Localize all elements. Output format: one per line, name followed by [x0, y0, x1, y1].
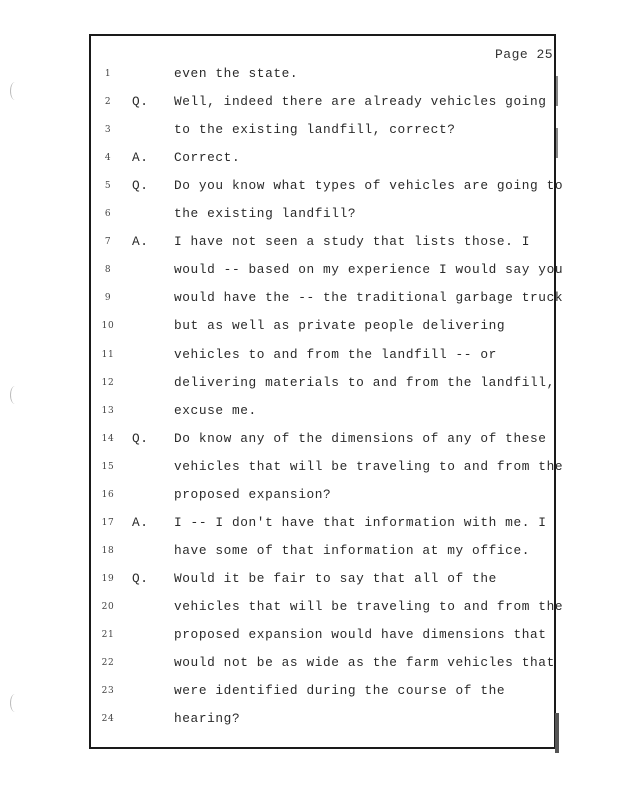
transcript-line	[0, 122, 618, 142]
line-text: Well, indeed there are already vehicles going	[174, 94, 547, 110]
line-number: 13	[101, 405, 115, 416]
line-text: but as well as private people delivering	[174, 318, 506, 334]
transcript-line	[0, 515, 618, 535]
line-text: the existing landfill?	[174, 206, 357, 222]
transcript-line	[0, 375, 618, 395]
line-text: Correct.	[174, 150, 241, 166]
line-text: Would it be fair to say that all of the	[174, 570, 497, 586]
line-number: 6	[104, 209, 112, 220]
line-number: 7	[104, 237, 112, 248]
transcript-line	[0, 711, 618, 731]
transcript-line	[0, 599, 618, 619]
line-text: delivering materials to and from the landfill,	[174, 374, 555, 390]
transcript-line	[0, 262, 618, 282]
line-text: would -- based on my experience I would say you	[174, 262, 564, 278]
line-text: vehicles that will be traveling to and from the	[174, 598, 564, 614]
line-number: 14	[101, 433, 115, 444]
line-text: hearing?	[174, 711, 241, 727]
transcript-line	[0, 206, 618, 226]
line-number: 24	[101, 714, 115, 725]
line-text: were identified during the course of the	[174, 683, 506, 699]
transcript-line	[0, 403, 618, 423]
transcript-line	[0, 431, 618, 451]
speaker-label: A.	[132, 234, 149, 250]
line-number: 18	[101, 545, 115, 556]
line-text: would not be as wide as the farm vehicles that	[174, 655, 555, 671]
line-text: I -- I don't have that information with me. I	[174, 514, 547, 530]
line-number: 21	[101, 630, 115, 640]
transcript-line	[0, 543, 618, 563]
line-number: 5	[104, 181, 112, 192]
line-number: 2	[104, 97, 112, 108]
speaker-label: A.	[132, 150, 149, 166]
line-text: I have not seen a study that lists those. I	[174, 234, 531, 250]
line-number: 4	[104, 153, 112, 164]
line-number: 19	[101, 573, 115, 584]
speaker-label: Q.	[132, 570, 149, 586]
line-text: vehicles to and from the landfill -- or	[174, 346, 497, 362]
transcript-line	[0, 234, 618, 254]
line-number: 17	[101, 517, 115, 528]
transcript-line	[0, 94, 618, 114]
transcript-line	[0, 487, 618, 507]
line-text: proposed expansion?	[174, 486, 332, 502]
line-text: Do you know what types of vehicles are going to	[174, 178, 564, 194]
line-text: vehicles that will be traveling to and from the	[174, 458, 564, 474]
line-text: even the state.	[174, 66, 299, 81]
speaker-label: Q.	[132, 430, 149, 446]
transcript-line	[0, 290, 618, 310]
transcript-line	[0, 655, 618, 675]
transcript-line	[0, 150, 618, 170]
transcript-line	[0, 318, 618, 338]
line-text: to the existing landfill, correct?	[174, 122, 456, 138]
transcript-line	[0, 178, 618, 198]
transcript-line	[0, 347, 618, 367]
page-number: Page 25	[495, 47, 554, 62]
line-number: 3	[104, 125, 112, 136]
line-text: would have the -- the traditional garbage truck	[174, 290, 564, 306]
line-number: 15	[101, 461, 115, 472]
speaker-label: Q.	[132, 94, 149, 110]
speaker-label: A.	[132, 514, 149, 530]
line-number: 11	[101, 349, 115, 360]
line-number: 9	[104, 293, 112, 304]
transcript-line	[0, 459, 618, 479]
line-number: 12	[101, 377, 115, 388]
line-text: proposed expansion would have dimensions that	[174, 627, 547, 642]
line-text: have some of that information at my office.	[174, 542, 531, 558]
line-number: 20	[101, 601, 115, 612]
transcript-line	[0, 627, 618, 647]
line-number: 23	[101, 686, 115, 697]
line-number: 22	[101, 658, 115, 669]
line-number: 16	[101, 489, 115, 500]
transcript-line	[0, 683, 618, 703]
line-number: 1	[104, 69, 112, 79]
speaker-label: Q.	[132, 178, 149, 194]
line-text: Do know any of the dimensions of any of these	[174, 430, 547, 446]
line-text: excuse me.	[174, 402, 257, 418]
transcript-line	[0, 66, 618, 86]
transcript-line	[0, 571, 618, 591]
line-number: 8	[104, 265, 112, 276]
line-number: 10	[101, 321, 115, 332]
